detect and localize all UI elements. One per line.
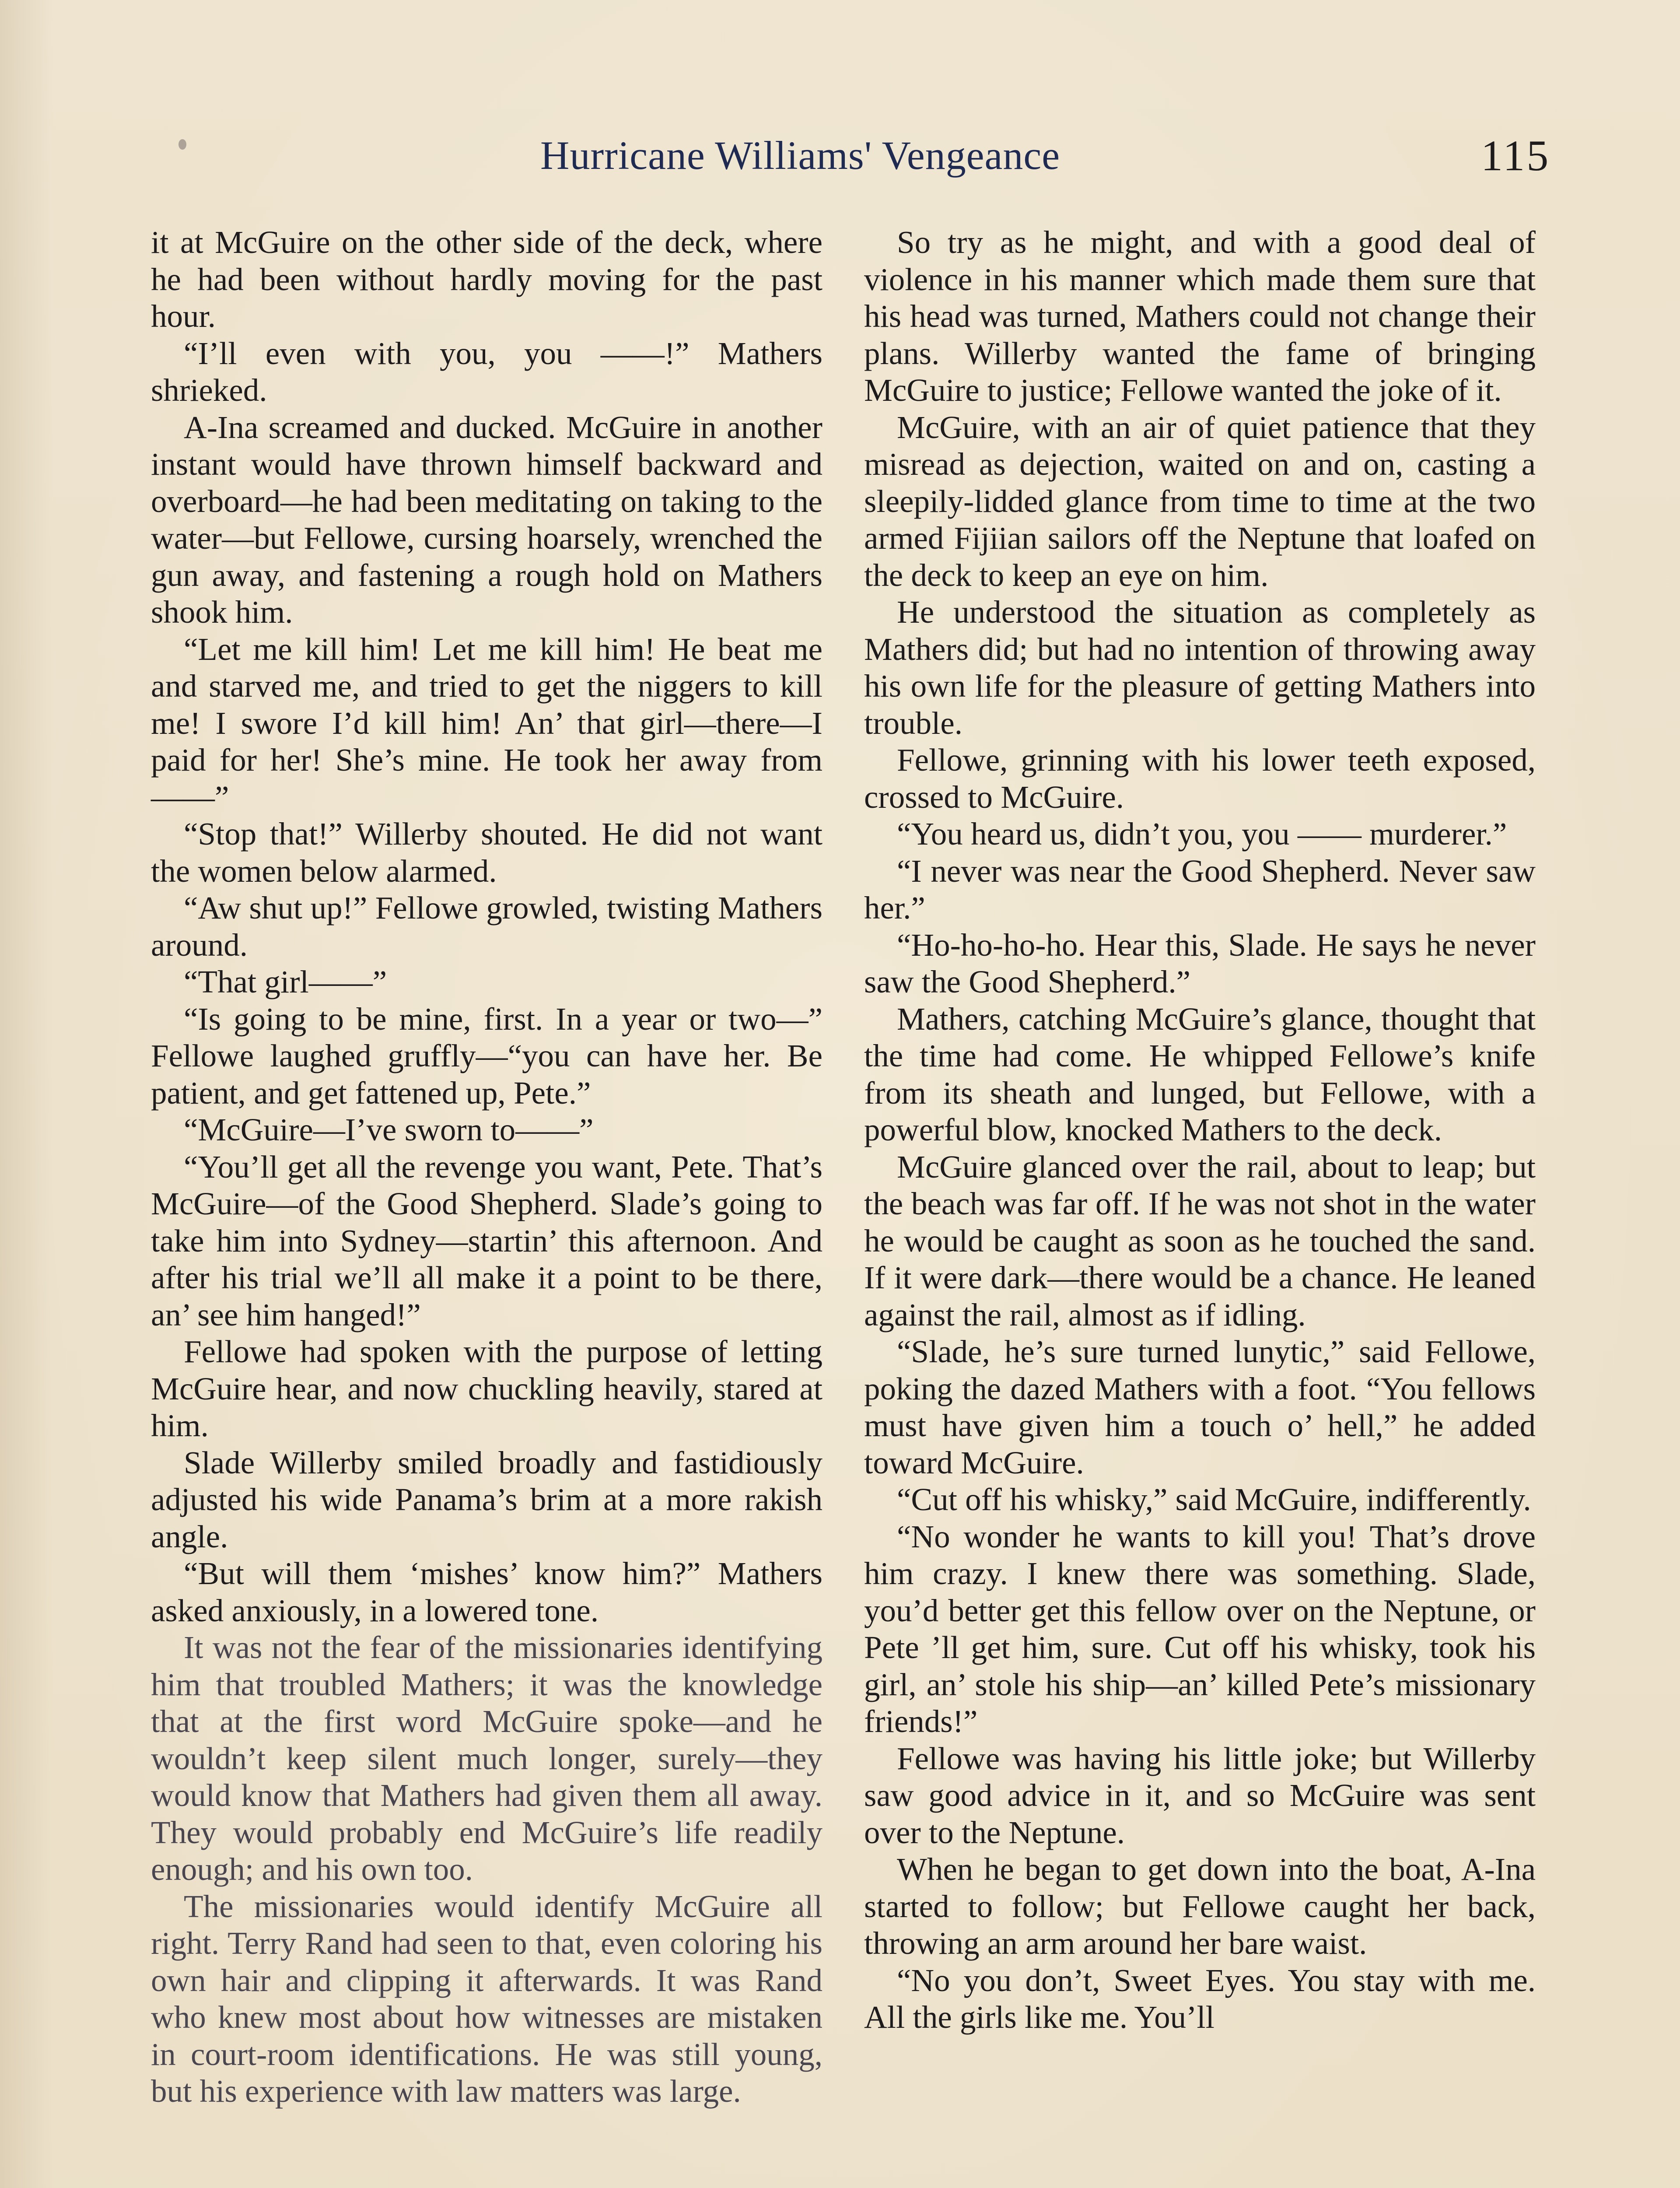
- paragraph: “That girl——”: [184, 964, 387, 999]
- paragraph: “You heard us, didn’t you, you —— murderer.”: [897, 816, 1507, 852]
- paragraph: The missionaries would identify McGuire all right. Terry Rand had seen to that, even coloring his own hair and clipping it afterwards. It was Rand who knew most about how witnesses are mistaken in court-room identifications. He was still young, but his experience with law matters was large.: [151, 1888, 822, 2109]
- paragraph: “Stop that!” Willerby shouted. He did not want the women below alarmed.: [151, 816, 822, 889]
- paragraph: it at McGuire on the other side of the deck, where he had been without hardly moving for the past hour.: [151, 224, 822, 334]
- page-header: [0, 128, 1680, 185]
- paragraph: “Cut off his whisky,” said McGuire, indifferently.: [897, 1482, 1531, 1517]
- paragraph: “Is going to be mine, first. In a year or two—” Fellowe laughed gruffly—“you can have her. Be patient, and get fattened up, Pete.”: [151, 1001, 822, 1111]
- paragraph: When he began to get down into the boat, A-Ina started to follow; but Fellowe caught her back, throwing an arm around her bare waist.: [864, 1851, 1536, 1961]
- paragraph: “No you don’t, Sweet Eyes. You stay with me. All the girls like me. You’ll: [864, 1962, 1536, 2035]
- paragraph: “No wonder he wants to kill you! That’s drove him crazy. I knew there was something. Slade, you’d better get this fellow over on the Neptune, or Pete ’ll get him, sure. Cut off his whisky, took his girl, an’ stole his ship—an’ killed Pete’s missionary friends!”: [864, 1518, 1536, 1739]
- paragraph: It was not the fear of the missionaries identifying him that troubled Mathers; it was the knowledge that at the first word McGuire spoke—and he wouldn’t keep silent much longer, surely—they would know that Mathers had given them all away. They would probably end McGuire’s life readily enough; and his own too.: [151, 1630, 822, 1887]
- paragraph: “But will them ‘mishes’ know him?” Mathers asked anxiously, in a lowered tone.: [151, 1556, 822, 1628]
- paragraph: He understood the situation as completely as Mathers did; but had no intention of throwing away his own life for the pleasure of getting Mathers into trouble.: [864, 594, 1536, 741]
- paragraph: Fellowe was having his little joke; but Willerby saw good advice in it, and so McGuire was sent over to the Neptune.: [864, 1740, 1536, 1850]
- paragraph: A-Ina screamed and ducked. McGuire in another instant would have thrown himself backward and overboard—he had been meditating on taking to the water—but Fellowe, cursing hoarsely, wrenched the gun away, and fastening a rough hold on Mathers shook him.: [151, 409, 822, 630]
- paragraph: “McGuire—I’ve sworn to——”: [184, 1112, 594, 1147]
- paragraph: “You’ll get all the revenge you want, Pete. That’s McGuire—of the Good Shepherd. Slade’s going to take him into Sydney—startin’ this afternoon. And after his trial we’ll all make it a point to be there, an’ see him hanged!”: [151, 1149, 822, 1332]
- paragraph: Mathers, catching McGuire’s glance, thought that the time had come. He whipped Fellowe’s knife from its sheath and lunged, but Fellowe, with a powerful blow, knocked Mathers to the deck.: [864, 1001, 1536, 1147]
- paragraph: “I’ll even with you, you ——!” Mathers shrieked.: [151, 335, 822, 408]
- paragraph: “I never was near the Good Shepherd. Never saw her.”: [864, 853, 1536, 926]
- running-head: Hurricane Williams' Vengeance: [540, 133, 1060, 178]
- paragraph: “Slade, he’s sure turned lunytic,” said Fellowe, poking the dazed Mathers with a foot. “You fellows must have given him a touch o’ hell,” he added toward McGuire.: [864, 1334, 1536, 1480]
- page-edge-shadow: [0, 0, 52, 2188]
- paragraph: Fellowe, grinning with his lower teeth exposed, crossed to McGuire.: [864, 742, 1536, 815]
- paragraph: Slade Willerby smiled broadly and fastidiously adjusted his wide Panama’s brim at a more rakish angle.: [151, 1445, 822, 1554]
- paragraph: “Aw shut up!” Fellowe growled, twisting Mathers around.: [151, 890, 822, 963]
- paragraph: McGuire glanced over the rail, about to leap; but the beach was far off. If he was not shot in the water he would be caught as soon as he touched the sand. If it were dark—there would be a chance. He leaned against the rail, almost as if idling.: [864, 1149, 1536, 1332]
- paragraph: So try as he might, and with a good deal of violence in his manner which made them sure that his head was turned, Mathers could not change their plans. Willerby wanted the fame of bringing McGuire to justice; Fellowe wanted the joke of it.: [864, 224, 1536, 408]
- paragraph: McGuire, with an air of quiet patience that they misread as dejection, waited on and on, casting a sleepily-lidded glance from time to time at the two armed Fijiian sailors off the Neptune that loafed on the deck to keep an eye on him.: [864, 409, 1536, 593]
- page-number: 115: [1481, 131, 1550, 180]
- paragraph: Fellowe had spoken with the purpose of letting McGuire hear, and now chuckling heavily, stared at him.: [151, 1334, 822, 1443]
- paragraph: “Ho-ho-ho-ho. Hear this, Slade. He says he never saw the Good Shepherd.”: [864, 927, 1536, 999]
- right-column: [864, 224, 1536, 2036]
- left-column: [151, 224, 822, 2110]
- paragraph: “Let me kill him! Let me kill him! He beat me and starved me, and tried to get the niggers to kill me! I swore I’d kill him! An’ that girl—there—I paid for her! She’s mine. He took her away from——”: [151, 631, 822, 815]
